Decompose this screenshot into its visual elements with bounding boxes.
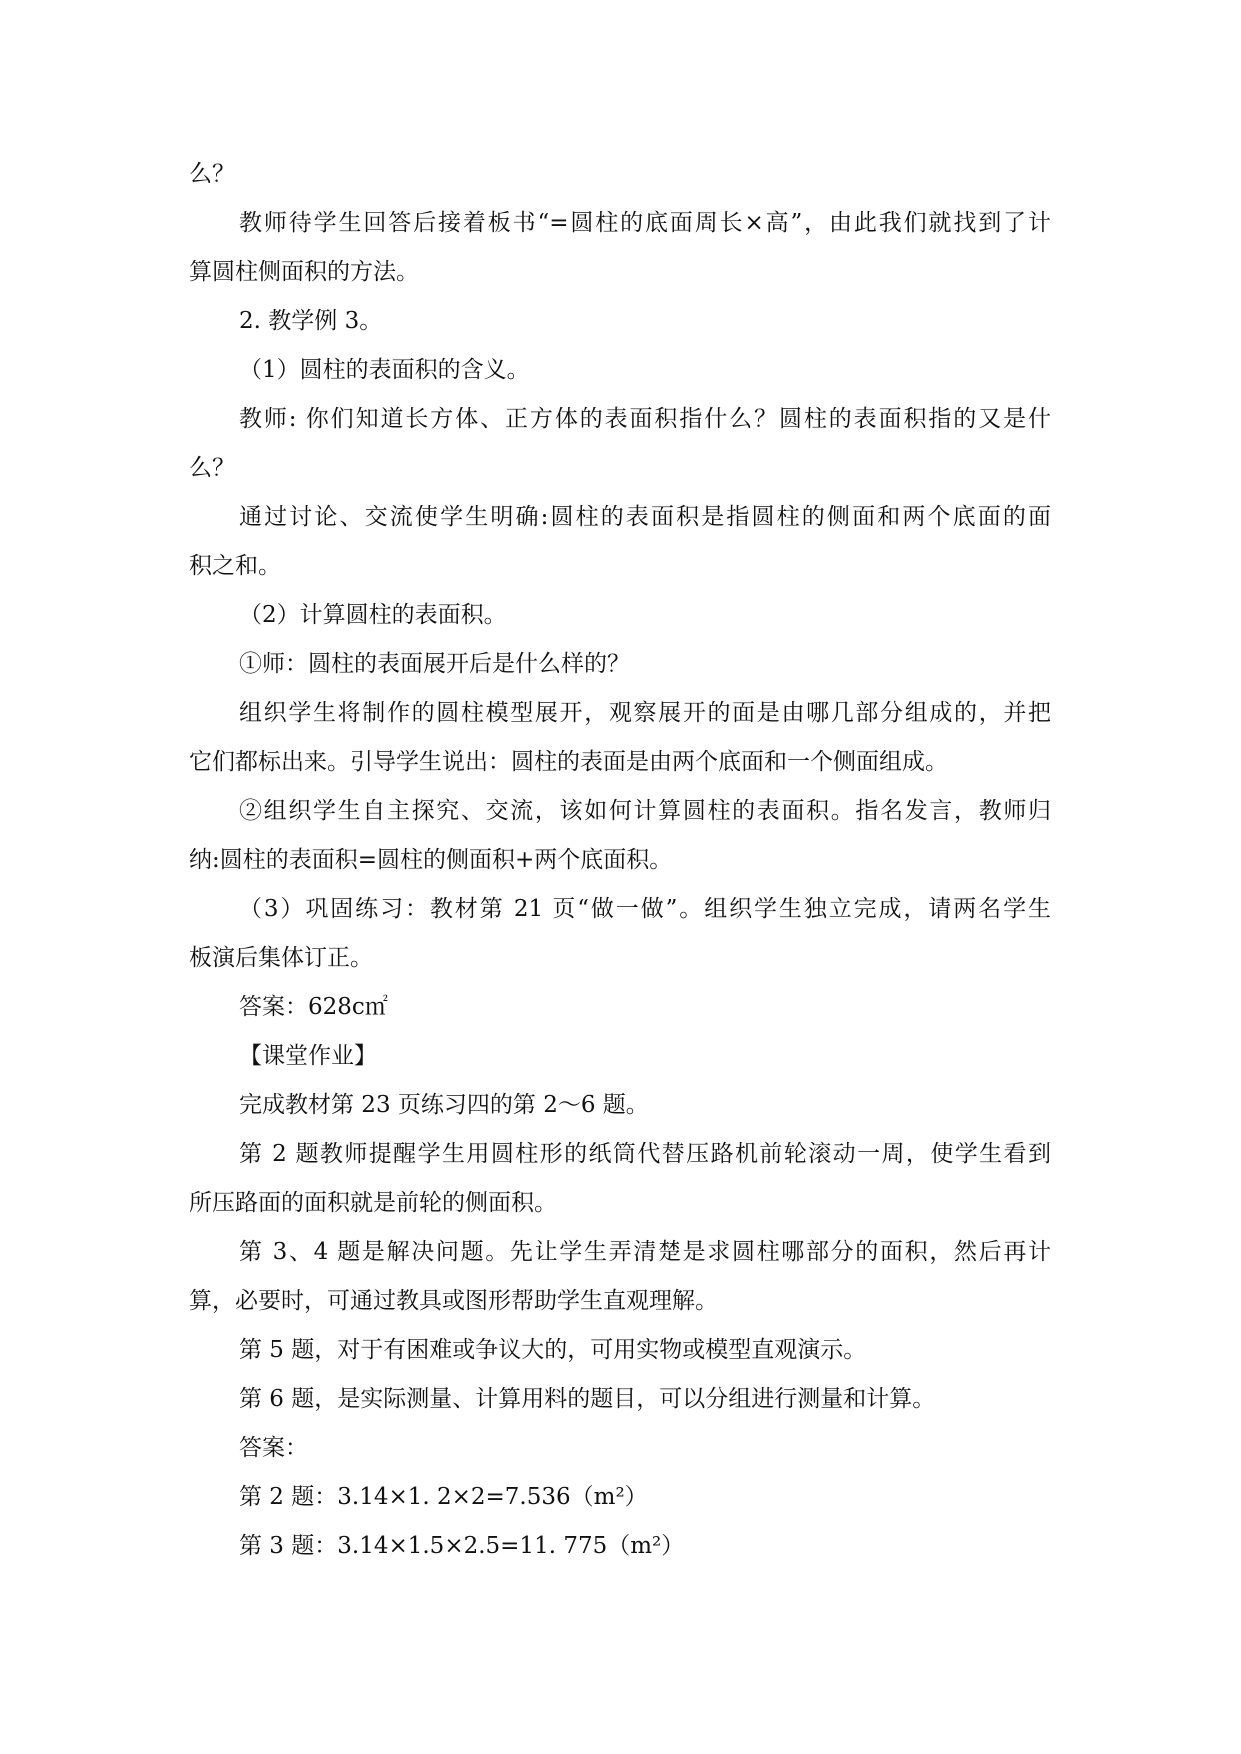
text-line: 么？ [189, 455, 235, 481]
text-line: 积之和。 [189, 553, 281, 579]
text-line: 纳:圆柱的表面积=圆柱的侧面积+两个底面积。 [189, 847, 673, 873]
text-line: ②组织学生自主探究、交流，该如何计算圆柱的表面积。指名发言，教师归 [239, 798, 1051, 824]
text-line: 答案：628c㎡ [239, 994, 388, 1020]
text-line: 通过讨论、交流使学生明确:圆柱的表面积是指圆柱的侧面和两个底面的面 [239, 504, 1051, 530]
text-line: 第 6 题，是实际测量、计算用料的题目，可以分组进行测量和计算。 [239, 1386, 936, 1412]
text-line: 教师: 你们知道长方体、正方体的表面积指什么？圆柱的表面积指的又是什 [239, 406, 1051, 432]
text-line: 2. 教学例 3。 [239, 308, 383, 334]
text-line: 完成教材第 23 页练习四的第 2～6 题。 [239, 1092, 649, 1118]
text-line: 第 2 题教师提醒学生用圆柱形的纸筒代替压路机前轮滚动一周，使学生看到 [239, 1141, 1051, 1167]
text-line: （3）巩固练习：教材第 21 页“做一做”。组织学生独立完成，请两名学生 [239, 896, 1051, 922]
text-line: 算，必要时，可通过教具或图形帮助学生直观理解。 [189, 1288, 718, 1314]
text-line: （1）圆柱的表面积的含义。 [239, 357, 530, 383]
text-line: ①师：圆柱的表面展开后是什么样的？ [239, 651, 630, 677]
text-line: 么？ [189, 161, 235, 187]
text-line: 教师待学生回答后接着板书“=圆柱的底面周长×高”，由此我们就找到了计 [239, 210, 1051, 236]
text-line: （2）计算圆柱的表面积。 [239, 602, 507, 628]
text-line: 所压路面的面积就是前轮的侧面积。 [189, 1190, 557, 1216]
text-line: 算圆柱侧面积的方法。 [189, 259, 419, 285]
text-line: 答案： [239, 1435, 308, 1461]
section-heading: 【课堂作业】 [239, 1043, 377, 1069]
text-line: 它们都标出来。引导学生说出：圆柱的表面是由两个底面和一个侧面组成。 [189, 749, 948, 775]
document-body [189, 150, 1051, 1571]
text-line: 第 5 题，对于有困难或争议大的，可用实物或模型直观演示。 [239, 1337, 867, 1363]
text-line: 第 3 题：3.14×1.5×2.5=11. 775（m²） [239, 1533, 685, 1559]
text-line: 组织学生将制作的圆柱模型展开，观察展开的面是由哪几部分组成的，并把 [239, 700, 1051, 726]
text-line: 板演后集体订正。 [189, 945, 373, 971]
text-line: 第 3、4 题是解决问题。先让学生弄清楚是求圆柱哪部分的面积，然后再计 [239, 1239, 1051, 1265]
text-line: 第 2 题：3.14×1. 2×2=7.536（m²） [239, 1484, 648, 1510]
